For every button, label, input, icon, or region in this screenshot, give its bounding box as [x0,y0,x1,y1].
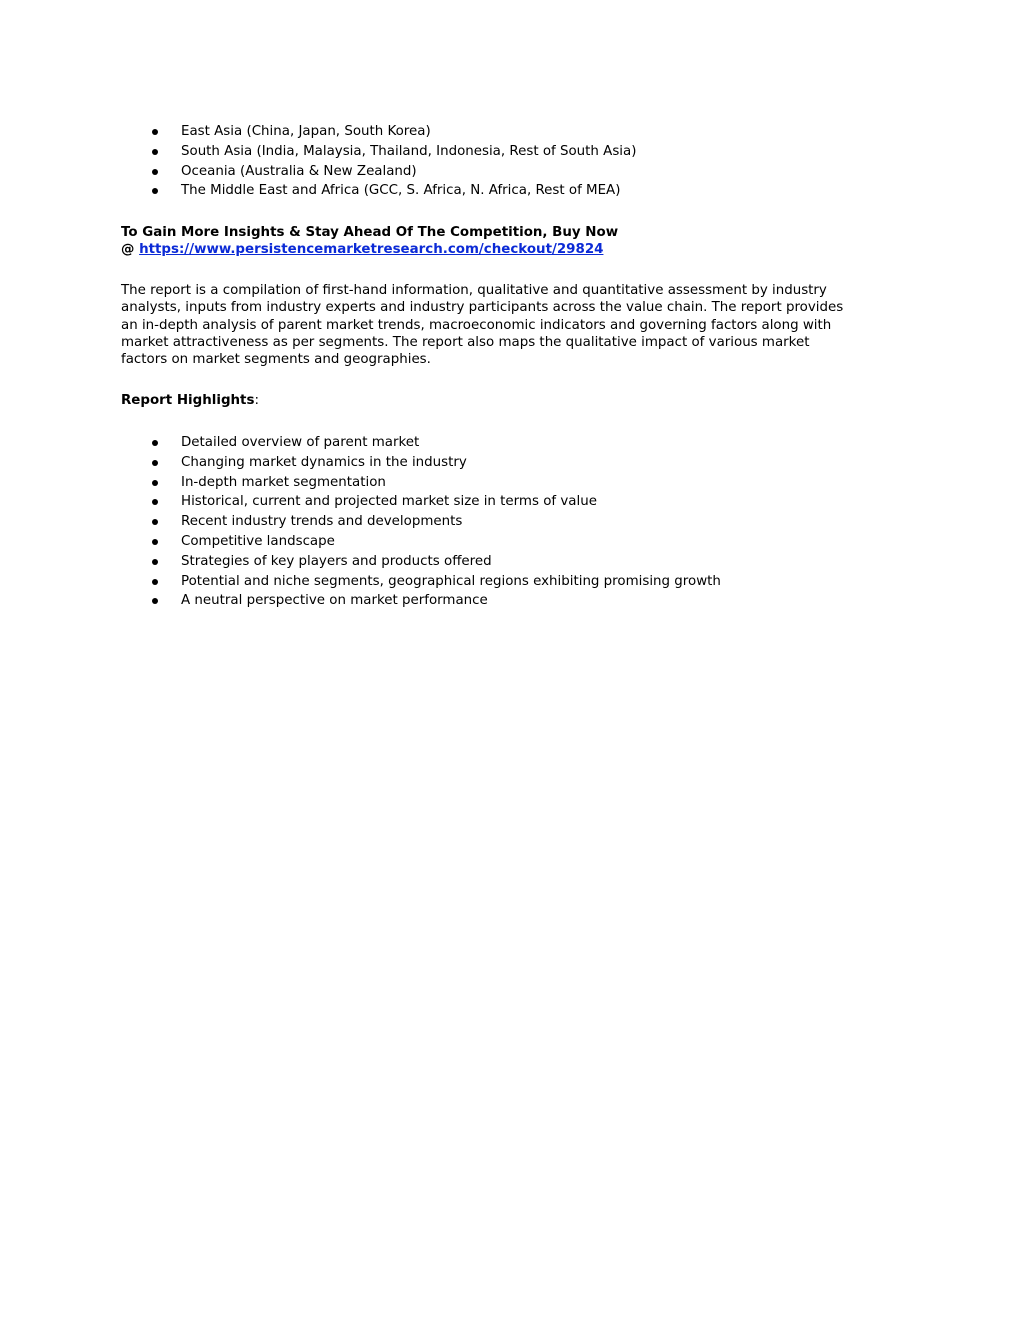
cta-headline: To Gain More Insights & Stay Ahead Of The Competition, Buy Now [121,225,619,240]
list-item-text: The Middle East and Africa (GCC, S. Africa, N. Africa, Rest of MEA) [181,183,621,199]
list-item [0,473,1024,493]
bullet-icon [152,480,158,486]
bullet-icon [152,499,158,505]
list-item [0,142,1024,162]
list-item-text: A neutral perspective on market performance [181,593,488,609]
at-symbol: @ [121,242,140,257]
list-item [0,181,1024,201]
list-item [0,433,1024,453]
checkout-link[interactable]: https://www.persistencemarketresearch.com/checkout/29824 [139,242,604,257]
heading-colon: : [254,393,259,408]
list-item-text: Detailed overview of parent market [181,435,420,450]
heading-text: Report Highlights [121,393,255,408]
bullet-icon [152,149,158,155]
list-item [0,512,1024,532]
list-item [0,552,1024,572]
report-description [121,282,911,368]
paragraph-line: The report is a compilation of first-hand information, qualitative and quantitative assessment by industry [121,283,827,298]
list-item [0,572,1024,592]
bullet-icon [152,460,158,466]
list-item-text: Oceania (Australia & New Zealand) [181,163,417,179]
list-item-text: Historical, current and projected market size in terms of value [181,494,597,510]
paragraph-line: factors on market segments and geographies. [121,352,431,368]
regions-list [0,122,1024,201]
list-item-text: Potential and niche segments, geographical regions exhibiting promising growth [181,573,721,589]
list-item [0,591,1024,611]
list-item-text: Strategies of key players and products offered [181,553,492,569]
report-highlights-heading [121,392,259,409]
buy-now-callout [121,224,921,258]
paragraph-line: market attractiveness as per segments. The report also maps the qualitative impact of various market [121,334,810,350]
list-item [0,122,1024,142]
list-item-text: In-depth market segmentation [181,474,386,490]
bullet-icon [152,598,158,604]
bullet-icon [152,129,158,135]
bullet-icon [152,169,158,175]
paragraph-line: an in-depth analysis of parent market trends, macroeconomic indicators and governing factors along with [121,317,832,333]
list-item [0,492,1024,512]
cta-link-line [121,241,921,258]
bullet-icon [152,579,158,585]
list-item-text: Recent industry trends and developments [181,514,463,530]
highlights-list [0,433,1024,611]
paragraph-line: analysts, inputs from industry experts and industry participants across the value chain. The report provides [121,300,844,316]
list-item-text: East Asia (China, Japan, South Korea) [181,124,431,139]
list-item [0,453,1024,473]
list-item [0,162,1024,182]
bullet-icon [152,440,158,446]
bullet-icon [152,539,158,545]
list-item [0,532,1024,552]
list-item-text: Changing market dynamics in the industry [181,454,467,470]
bullet-icon [152,188,158,194]
bullet-icon [152,519,158,525]
list-item-text: Competitive landscape [181,533,335,549]
bullet-icon [152,559,158,565]
list-item-text: South Asia (India, Malaysia, Thailand, Indonesia, Rest of South Asia) [181,143,637,159]
